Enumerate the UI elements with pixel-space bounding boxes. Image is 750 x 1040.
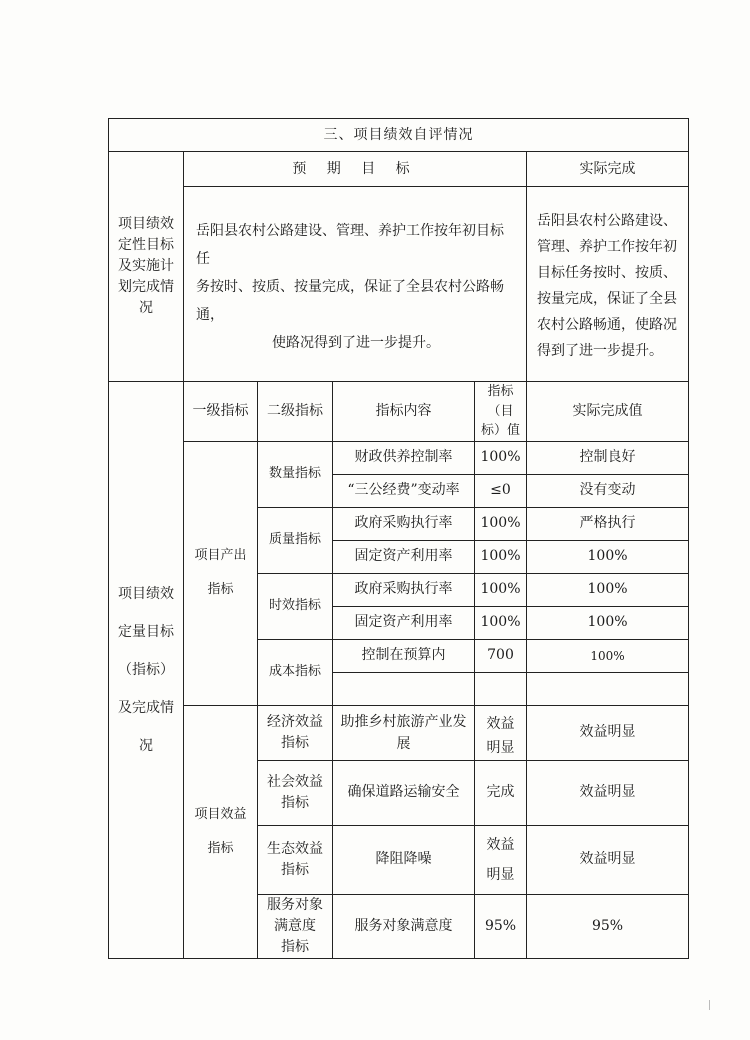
indicator-content: “三公经费”变动率 <box>333 474 475 507</box>
timeliness-indicator: 时效指标 <box>258 573 333 639</box>
indicator-content: 确保道路运输安全 <box>333 760 475 825</box>
performance-table <box>108 118 689 959</box>
level2-header: 二级指标 <box>258 382 333 442</box>
content-header: 指标内容 <box>333 382 475 442</box>
indicator-actual: 效益明显 <box>527 825 689 894</box>
indicator-content: 固定资产利用率 <box>333 540 475 573</box>
benefit-indicator-label: 项目效益 指标 <box>184 705 258 958</box>
target-header: 指标（目 标）值 <box>475 382 527 442</box>
indicator-target: 完成 <box>475 760 527 825</box>
indicator-target: 95% <box>475 894 527 958</box>
indicator-actual: 100% <box>527 639 689 672</box>
indicator-actual: 100% <box>527 606 689 639</box>
expected-goal-text: 岳阳县农村公路建设、管理、养护工作按年初目标任 务按时、按质、按量完成，保证了全县农村公路畅通， 使路况得到了进一步提升。 <box>184 187 527 382</box>
actual-value-header: 实际完成值 <box>527 382 689 442</box>
quantitative-row-label: 项目绩效 定量目标 （指标） 及完成情 况 <box>109 382 184 959</box>
indicator-target: 100% <box>475 606 527 639</box>
indicator-content: 助推乡村旅游产业发 展 <box>333 705 475 760</box>
indicator-actual-empty <box>527 672 689 705</box>
indicator-target: 100% <box>475 441 527 474</box>
indicator-content: 财政供养控制率 <box>333 441 475 474</box>
level1-header: 一级指标 <box>184 382 258 442</box>
quantity-indicator: 数量指标 <box>258 441 333 507</box>
actual-completion-header: 实际完成 <box>527 152 689 187</box>
indicator-content: 政府采购执行率 <box>333 507 475 540</box>
indicator-actual: 100% <box>527 573 689 606</box>
indicator-content-empty <box>333 672 475 705</box>
economic-benefit-indicator: 经济效益 指标 <box>258 705 333 760</box>
section-title: 三、项目绩效自评情况 <box>109 119 689 152</box>
scan-edge-mark <box>709 1000 716 1010</box>
indicator-content: 降阻降噪 <box>333 825 475 894</box>
indicator-content: 控制在预算内 <box>333 639 475 672</box>
qualitative-row-label: 项目绩效 定性目标 及实施计 划完成情 况 <box>109 152 184 382</box>
indicator-target: 700 <box>475 639 527 672</box>
indicator-target: 100% <box>475 507 527 540</box>
indicator-target: 100% <box>475 540 527 573</box>
actual-completion-text: 岳阳县农村公路建设、 管理、养护工作按年初 目标任务按时、按质、 按量完成，保证了全县 农村公路畅通，使路况 得到了进一步提升。 <box>527 187 689 382</box>
output-indicator-label: 项目产出 指标 <box>184 441 258 705</box>
indicator-actual: 没有变动 <box>527 474 689 507</box>
ecological-benefit-indicator: 生态效益 指标 <box>258 825 333 894</box>
indicator-target: 效益 明显 <box>475 705 527 760</box>
indicator-actual: 效益明显 <box>527 705 689 760</box>
indicator-target-empty <box>475 672 527 705</box>
indicator-content: 固定资产利用率 <box>333 606 475 639</box>
indicator-content: 服务对象满意度 <box>333 894 475 958</box>
indicator-target: 效益 明显 <box>475 825 527 894</box>
indicator-target: ≤0 <box>475 474 527 507</box>
indicator-actual: 严格执行 <box>527 507 689 540</box>
indicator-actual: 95% <box>527 894 689 958</box>
quality-indicator: 质量指标 <box>258 507 333 573</box>
indicator-content: 政府采购执行率 <box>333 573 475 606</box>
cost-indicator: 成本指标 <box>258 639 333 705</box>
indicator-target: 100% <box>475 573 527 606</box>
indicator-actual: 100% <box>527 540 689 573</box>
indicator-actual: 控制良好 <box>527 441 689 474</box>
indicator-actual: 效益明显 <box>527 760 689 825</box>
satisfaction-indicator: 服务对象 满意度 指标 <box>258 894 333 958</box>
expected-goal-header: 预 期 目 标 <box>184 152 527 187</box>
social-benefit-indicator: 社会效益 指标 <box>258 760 333 825</box>
